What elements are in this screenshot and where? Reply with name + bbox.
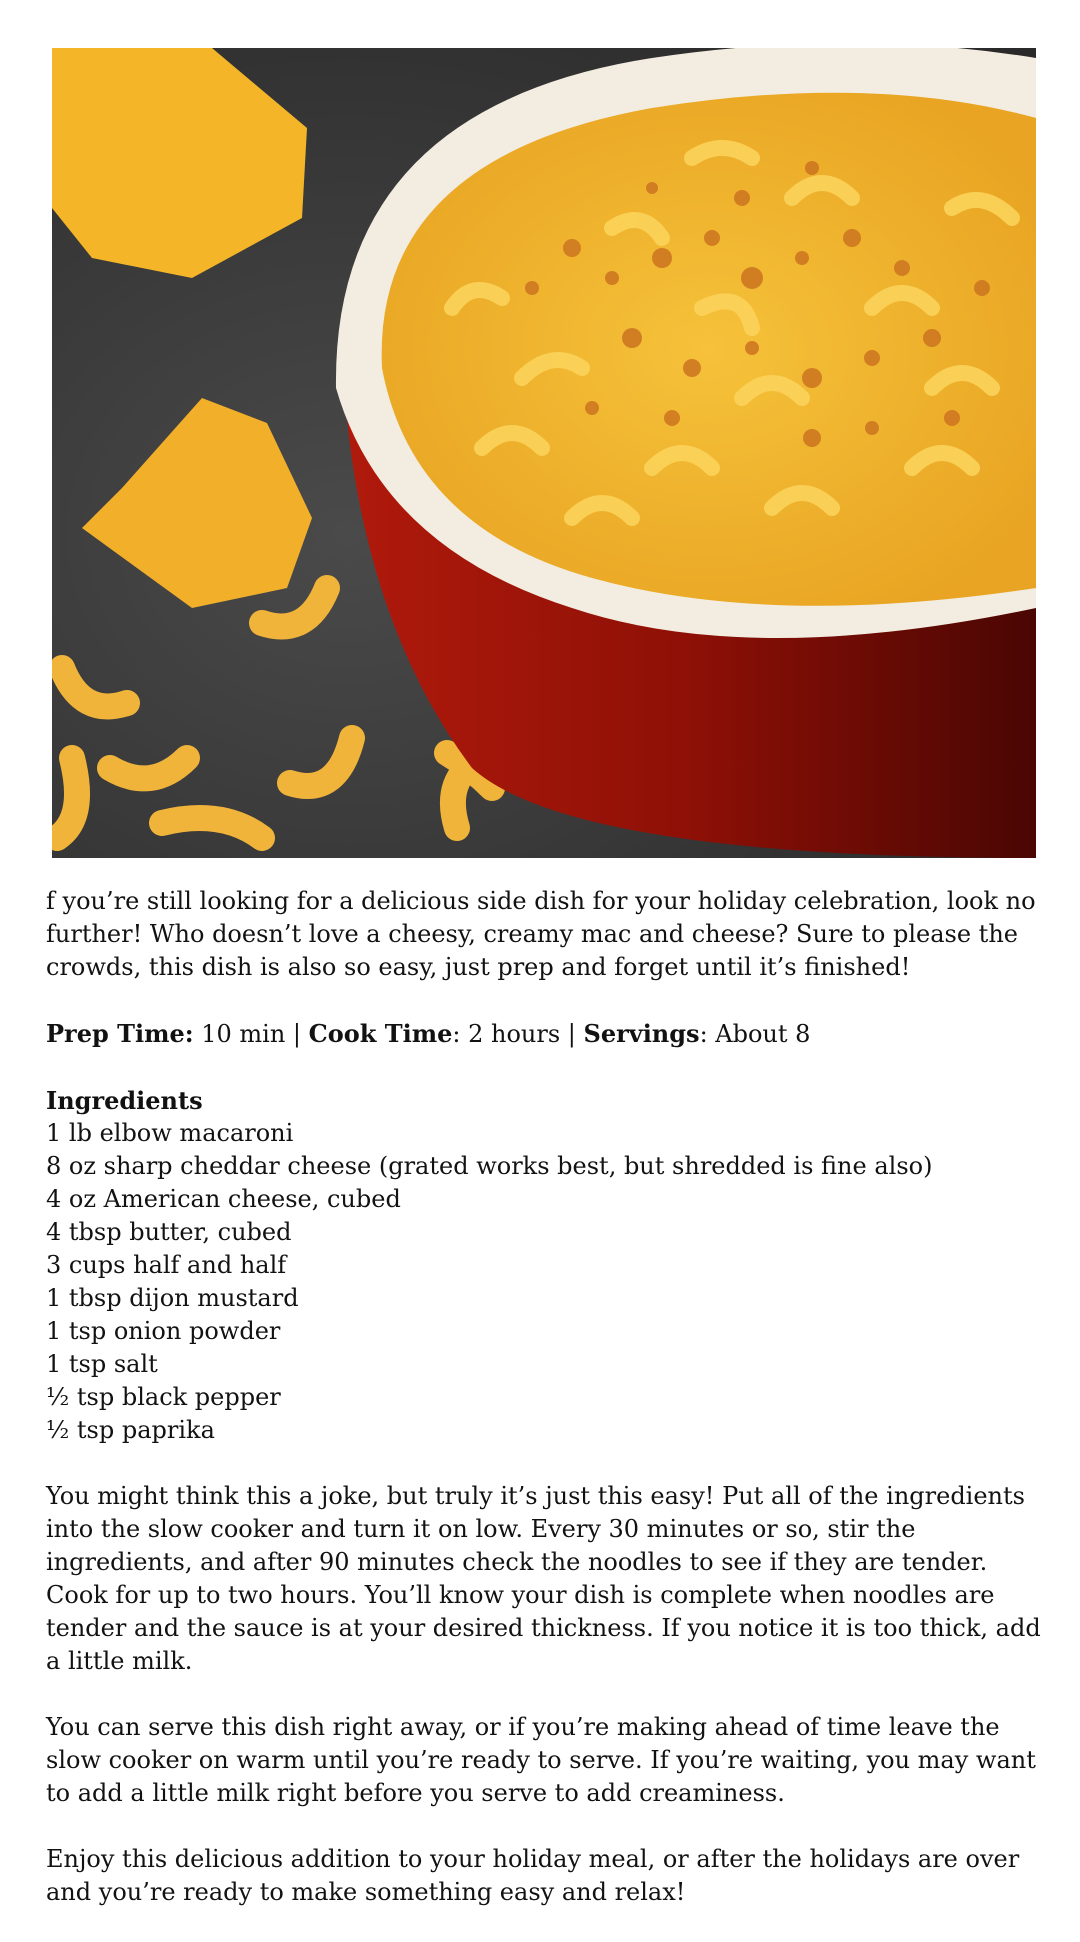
- ingredients-heading: Ingredients: [46, 1086, 203, 1115]
- list-item: 1 tsp onion powder: [46, 1317, 281, 1345]
- ingredients-list: [46, 1117, 1042, 1447]
- prep-time-value: 10 min |: [193, 1020, 309, 1048]
- list-item: ½ tsp black pepper: [46, 1383, 281, 1411]
- photo-illustration: [52, 48, 1036, 858]
- list-item: ½ tsp paprika: [46, 1416, 215, 1444]
- mac-and-cheese-photo: [52, 48, 1036, 858]
- closing-paragraph: Enjoy this delicious addition to your holiday meal, or after the holidays are over and you’re ready to make something easy and relax!: [46, 1845, 1020, 1906]
- list-item: 1 tsp salt: [46, 1350, 158, 1378]
- recipe-article: [46, 885, 1042, 1942]
- cook-time-label: Cook Time: [308, 1019, 453, 1048]
- cook-time-value: : 2 hours |: [452, 1020, 584, 1048]
- intro-paragraph: f you’re still looking for a delicious side dish for your holiday celebration, look no further! Who doesn’t love a cheesy, creamy mac and cheese? Sure to please the crowds, this dish is also so easy, just prep and forget until it’s finished!: [46, 887, 1036, 981]
- list-item: 4 tbsp butter, cubed: [46, 1218, 292, 1246]
- instructions-paragraph: You might think this a joke, but truly it’s just this easy! Put all of the ingredients into the slow cooker and turn it on low. Every 30 minutes or so, stir the ingredients, and after 90 minutes check the noodles to see if they are tender. Cook for up to two hours. You’ll know your dish is complete when noodles are tender and the sauce is at your desired thickness. If you notice it is too thick, add a little milk.: [46, 1482, 1041, 1675]
- prep-time-label: Prep Time:: [46, 1019, 194, 1048]
- servings-label: Servings: [583, 1019, 700, 1048]
- servings-value: : About 8: [699, 1020, 811, 1048]
- list-item: 4 oz American cheese, cubed: [46, 1185, 401, 1213]
- list-item: 8 oz sharp cheddar cheese (grated works best, but shredded is fine also): [46, 1152, 933, 1180]
- list-item: 3 cups half and half: [46, 1251, 287, 1279]
- serving-paragraph: You can serve this dish right away, or if you’re making ahead of time leave the slow cooker on warm until you’re ready to serve. If you’re waiting, you may want to add a little milk right before you serve to add creaminess.: [46, 1713, 1036, 1807]
- recipe-meta: [46, 1017, 1042, 1051]
- list-item: 1 lb elbow macaroni: [46, 1119, 294, 1147]
- list-item: 1 tbsp dijon mustard: [46, 1284, 299, 1312]
